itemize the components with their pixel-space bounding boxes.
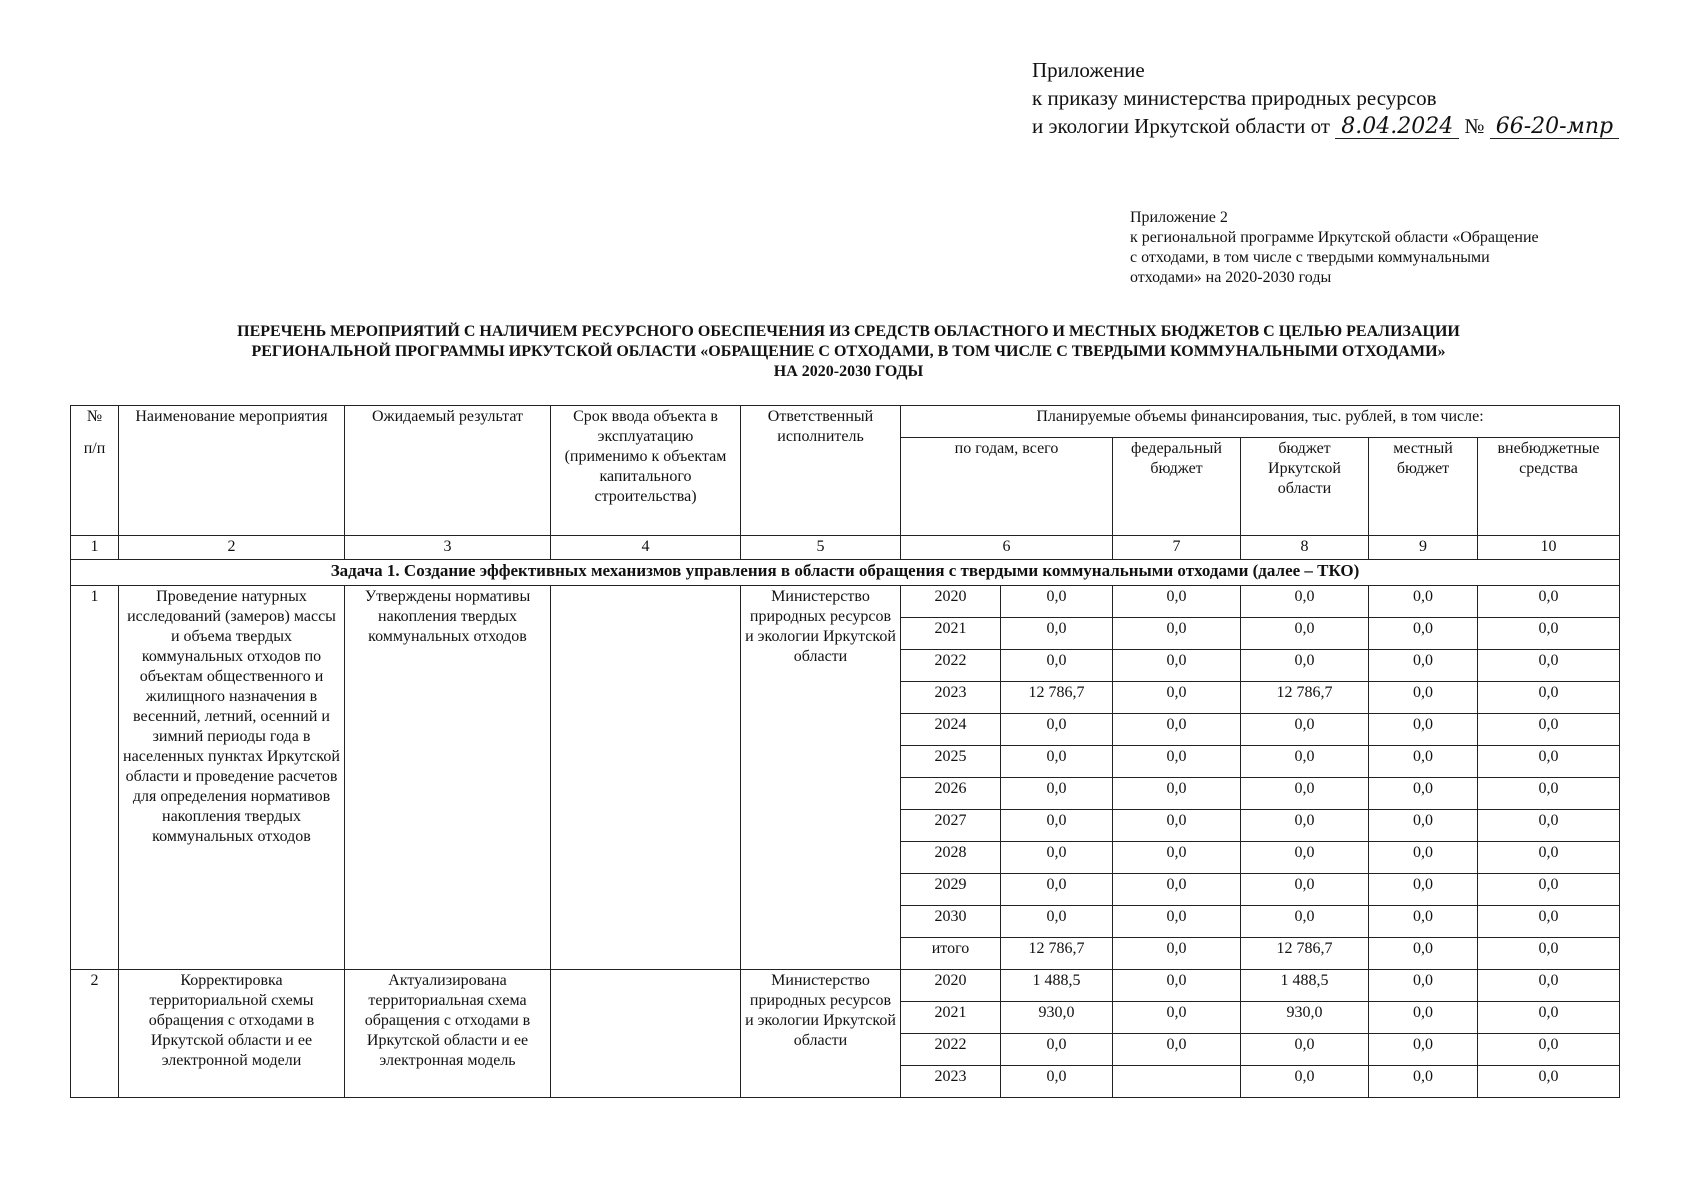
- cell-regional: 0,0: [1241, 586, 1369, 618]
- cell-local: 0,0: [1369, 906, 1478, 938]
- cell-local: 0,0: [1369, 842, 1478, 874]
- task-row: [71, 560, 1620, 586]
- cell-year: 2023: [901, 682, 1001, 714]
- header-extra: внебюджетные средства: [1478, 438, 1620, 536]
- col-number: 3: [345, 536, 551, 560]
- col-number: 8: [1241, 536, 1369, 560]
- measures-table: [70, 405, 1620, 1098]
- cell-extra: 0,0: [1478, 906, 1620, 938]
- program-appendix-line3: с отходами, в том числе с твердыми коммунальными: [1130, 249, 1490, 266]
- cell-total: 0,0: [1001, 874, 1113, 906]
- cell-federal: 0,0: [1113, 970, 1241, 1002]
- cell-year: 2022: [901, 1034, 1001, 1066]
- cell-federal: [1113, 1066, 1241, 1098]
- cell-local: 0,0: [1369, 618, 1478, 650]
- table-row: [71, 586, 1620, 618]
- cell-federal: 0,0: [1113, 906, 1241, 938]
- col-number: 1: [71, 536, 119, 560]
- item-number: 2: [71, 970, 119, 1098]
- cell-regional: 0,0: [1241, 842, 1369, 874]
- cell-federal: 0,0: [1113, 650, 1241, 682]
- cell-extra: 0,0: [1478, 778, 1620, 810]
- cell-extra: 0,0: [1478, 586, 1620, 618]
- cell-total: 0,0: [1001, 778, 1113, 810]
- col-number: 4: [551, 536, 741, 560]
- cell-year: итого: [901, 938, 1001, 970]
- header-funding: Планируемые объемы финансирования, тыс. рублей, в том числе:: [901, 406, 1620, 438]
- cell-federal: 0,0: [1113, 714, 1241, 746]
- cell-local: 0,0: [1369, 1002, 1478, 1034]
- cell-total: 0,0: [1001, 906, 1113, 938]
- cell-regional: 0,0: [1241, 650, 1369, 682]
- col-number: 9: [1369, 536, 1478, 560]
- header-deadline: Срок ввода объекта в эксплуатацию (применимо к объектам капитального строительства): [551, 406, 741, 536]
- cell-regional: 0,0: [1241, 874, 1369, 906]
- program-appendix-header: [1130, 208, 1630, 288]
- cell-regional: 0,0: [1241, 746, 1369, 778]
- cell-local: 0,0: [1369, 778, 1478, 810]
- cell-year: 2030: [901, 906, 1001, 938]
- cell-total: 0,0: [1001, 1066, 1113, 1098]
- header-local: местный бюджет: [1369, 438, 1478, 536]
- cell-local: 0,0: [1369, 682, 1478, 714]
- item-deadline: [551, 970, 741, 1098]
- header-federal: федеральный бюджет: [1113, 438, 1241, 536]
- cell-federal: 0,0: [1113, 682, 1241, 714]
- cell-regional: 0,0: [1241, 810, 1369, 842]
- column-number-row: [71, 536, 1620, 560]
- cell-year: 2027: [901, 810, 1001, 842]
- item-result: Актуализирована территориальная схема обращения с отходами в Иркутской области и ее электронная модель: [345, 970, 551, 1098]
- table-body: [71, 406, 1620, 1098]
- cell-local: 0,0: [1369, 1034, 1478, 1066]
- cell-year: 2029: [901, 874, 1001, 906]
- cell-local: 0,0: [1369, 810, 1478, 842]
- cell-local: 0,0: [1369, 746, 1478, 778]
- cell-total: 0,0: [1001, 714, 1113, 746]
- item-result: Утверждены нормативы накопления твердых коммунальных отходов: [345, 586, 551, 970]
- item-deadline: [551, 586, 741, 970]
- cell-local: 0,0: [1369, 970, 1478, 1002]
- cell-local: 0,0: [1369, 874, 1478, 906]
- cell-extra: 0,0: [1478, 1066, 1620, 1098]
- program-appendix-line4: отходами» на 2020-2030 годы: [1130, 269, 1332, 286]
- cell-regional: 0,0: [1241, 714, 1369, 746]
- cell-year: 2022: [901, 650, 1001, 682]
- order-appendix-line2: к приказу министерства природных ресурсов: [1032, 86, 1437, 110]
- cell-year: 2024: [901, 714, 1001, 746]
- cell-federal: 0,0: [1113, 586, 1241, 618]
- header-result: Ожидаемый результат: [345, 406, 551, 536]
- col-number: 10: [1478, 536, 1620, 560]
- document-title: [60, 322, 1637, 382]
- cell-local: 0,0: [1369, 650, 1478, 682]
- cell-year: 2023: [901, 1066, 1001, 1098]
- cell-extra: 0,0: [1478, 714, 1620, 746]
- cell-federal: 0,0: [1113, 938, 1241, 970]
- program-appendix-line1: Приложение 2: [1130, 209, 1228, 226]
- cell-year: 2020: [901, 970, 1001, 1002]
- cell-extra: 0,0: [1478, 746, 1620, 778]
- cell-federal: 0,0: [1113, 746, 1241, 778]
- cell-total: 12 786,7: [1001, 938, 1113, 970]
- header-num-bottom: п/п: [71, 438, 119, 536]
- cell-local: 0,0: [1369, 1066, 1478, 1098]
- item-number: 1: [71, 586, 119, 970]
- program-appendix-line2: к региональной программе Иркутской области «Обращение: [1130, 229, 1539, 246]
- item-name: Корректировка территориальной схемы обращения с отходами в Иркутской области и ее электронной модели: [119, 970, 345, 1098]
- cell-regional: 12 786,7: [1241, 938, 1369, 970]
- item-name: Проведение натурных исследований (замеров) массы и объема твердых коммунальных отходов по объектам общественного и жилищного назначения в весенний, летний, осенний и зимний периоды года в населенных пунктах Иркутской области и проведение расчетов для определения нормативов накопления твердых коммунальных отходов: [119, 586, 345, 970]
- cell-extra: 0,0: [1478, 810, 1620, 842]
- cell-total: 0,0: [1001, 650, 1113, 682]
- cell-regional: 1 488,5: [1241, 970, 1369, 1002]
- cell-year: 2026: [901, 778, 1001, 810]
- cell-extra: 0,0: [1478, 650, 1620, 682]
- col-number: 6: [901, 536, 1113, 560]
- cell-regional: 0,0: [1241, 1066, 1369, 1098]
- order-appendix-line1: Приложение: [1032, 58, 1145, 82]
- header-row-1: [71, 406, 1620, 438]
- header-executor: Ответственный исполнитель: [741, 406, 901, 536]
- cell-federal: 0,0: [1113, 1002, 1241, 1034]
- cell-extra: 0,0: [1478, 1034, 1620, 1066]
- cell-extra: 0,0: [1478, 874, 1620, 906]
- order-appendix-line3: [1032, 112, 1619, 140]
- cell-regional: 0,0: [1241, 906, 1369, 938]
- order-appendix-header: [1032, 56, 1619, 140]
- cell-local: 0,0: [1369, 586, 1478, 618]
- table-row: [71, 970, 1620, 1002]
- order-number-handwritten: 66-20-мпр: [1490, 116, 1619, 139]
- header-name: Наименование мероприятия: [119, 406, 345, 536]
- order-number-sign: №: [1464, 114, 1485, 138]
- cell-year: 2021: [901, 1002, 1001, 1034]
- cell-extra: 0,0: [1478, 970, 1620, 1002]
- cell-total: 0,0: [1001, 586, 1113, 618]
- cell-federal: 0,0: [1113, 1034, 1241, 1066]
- col-number: 7: [1113, 536, 1241, 560]
- document-title-line3: НА 2020-2030 ГОДЫ: [773, 363, 924, 380]
- cell-extra: 0,0: [1478, 938, 1620, 970]
- col-number: 5: [741, 536, 901, 560]
- cell-total: 0,0: [1001, 842, 1113, 874]
- col-number: 2: [119, 536, 345, 560]
- cell-total: 0,0: [1001, 746, 1113, 778]
- cell-federal: 0,0: [1113, 810, 1241, 842]
- cell-total: 930,0: [1001, 1002, 1113, 1034]
- cell-year: 2021: [901, 618, 1001, 650]
- cell-total: 0,0: [1001, 618, 1113, 650]
- item-executor: Министерство природных ресурсов и экологии Иркутской области: [741, 970, 901, 1098]
- document-title-line2: РЕГИОНАЛЬНОЙ ПРОГРАММЫ ИРКУТСКОЙ ОБЛАСТИ «ОБРАЩЕНИЕ С ОТХОДАМИ, В ТОМ ЧИСЛЕ С ТВЕРДЫМИ КОММУНАЛЬНЫМИ ОТХОДАМИ»: [251, 343, 1446, 360]
- cell-regional: 0,0: [1241, 1034, 1369, 1066]
- cell-extra: 0,0: [1478, 682, 1620, 714]
- cell-local: 0,0: [1369, 714, 1478, 746]
- cell-extra: 0,0: [1478, 1002, 1620, 1034]
- cell-regional: 930,0: [1241, 1002, 1369, 1034]
- cell-regional: 12 786,7: [1241, 682, 1369, 714]
- cell-total: 0,0: [1001, 810, 1113, 842]
- order-date-handwritten: 8.04.2024: [1335, 116, 1459, 139]
- cell-local: 0,0: [1369, 938, 1478, 970]
- header-by-years: по годам, всего: [901, 438, 1113, 536]
- cell-federal: 0,0: [1113, 778, 1241, 810]
- cell-extra: 0,0: [1478, 842, 1620, 874]
- cell-total: 1 488,5: [1001, 970, 1113, 1002]
- document-title-line1: ПЕРЕЧЕНЬ МЕРОПРИЯТИЙ С НАЛИЧИЕМ РЕСУРСНОГО ОБЕСПЕЧЕНИЯ ИЗ СРЕДСТВ ОБЛАСТНОГО И МЕСТНЫХ БЮДЖЕТОВ С ЦЕЛЬЮ РЕАЛИЗАЦИИ: [237, 323, 1460, 340]
- task-title: Задача 1. Создание эффективных механизмов управления в области обращения с твердыми коммунальными отходами (далее – ТКО): [71, 560, 1620, 586]
- cell-total: 12 786,7: [1001, 682, 1113, 714]
- cell-extra: 0,0: [1478, 618, 1620, 650]
- cell-federal: 0,0: [1113, 842, 1241, 874]
- cell-year: 2020: [901, 586, 1001, 618]
- item-executor: Министерство природных ресурсов и экологии Иркутской области: [741, 586, 901, 970]
- cell-federal: 0,0: [1113, 618, 1241, 650]
- cell-year: 2025: [901, 746, 1001, 778]
- cell-total: 0,0: [1001, 1034, 1113, 1066]
- cell-regional: 0,0: [1241, 778, 1369, 810]
- cell-year: 2028: [901, 842, 1001, 874]
- cell-regional: 0,0: [1241, 618, 1369, 650]
- order-appendix-line3-prefix: и экологии Иркутской области от: [1032, 114, 1330, 138]
- header-regional: бюджет Иркутской области: [1241, 438, 1369, 536]
- header-num-top: №: [71, 406, 119, 438]
- cell-federal: 0,0: [1113, 874, 1241, 906]
